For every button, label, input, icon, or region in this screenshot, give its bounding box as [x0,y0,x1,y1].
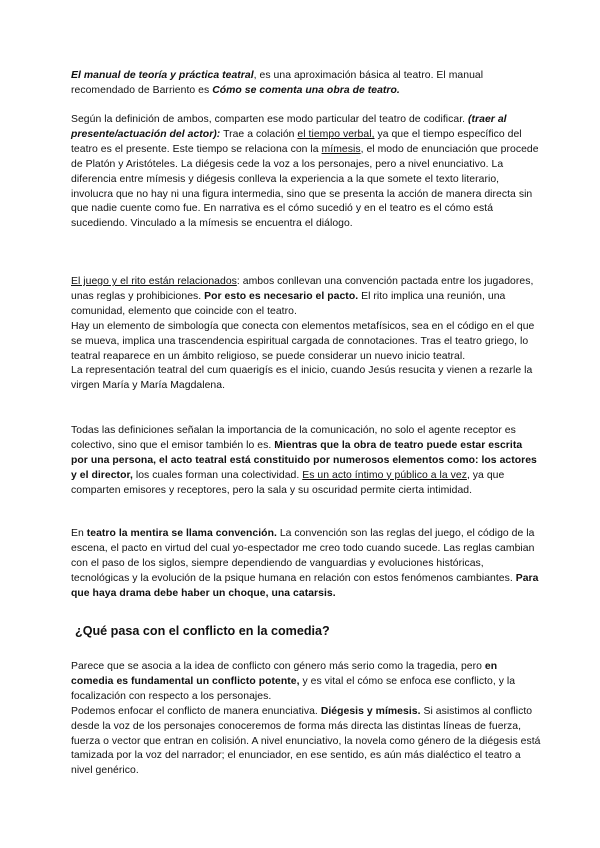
comedia-text-3: Podemos enfocar el conflicto de manera enunciativa. [71,705,321,717]
convencion-text-0: En [71,528,87,539]
bold-catarsis: Para que haya drama debe haber un choque, una catarsis. [71,572,539,599]
book-title: Cómo se comenta una obra de teatro. [212,84,400,96]
underlined-tiempo-verbal: el tiempo verbal, [297,128,375,140]
paragraph-comedia [71,660,541,779]
comedia-text-4: Si asistimos al conflicto desde la voz de los personajes conoceremos de forma más directa las distintas líneas de fuerza, fuerza o vector que entran en colisión. A nivel enunciativo, la novela como género de la diégesis está tamizada por la voz del narrador; el enunciador, en ese sentido, es aún más dialéctico el teatro a nivel genérico. [71,705,541,777]
paragraph-definition [71,113,541,232]
underlined-mimesis: mímesis [321,143,361,155]
comunicacion-text-1: Todas las definiciones señalan la importancia de la comunicación, no solo el agente receptor es colectivo, sino que el emisor también lo es. [71,425,516,451]
bold-convencion: teatro la mentira se llama convención. [86,528,277,539]
paragraph-intro [71,69,541,99]
bold-acto-teatral: Mientras que la obra de teatro puede estar escrita por una persona, el acto teatral está constituido por numerosos elementos como: los actores y el director, [71,439,537,481]
comedia-text-1: Parece que se asocia a la idea de conflicto con género más serio como la tragedia, pero [71,661,485,672]
definition-text-1: Según la definición de ambos, comparten ese modo particular del teatro de codificar. [71,114,469,125]
section-heading-comedia: ¿Qué pasa con el conflicto en la comedia? [75,624,330,638]
paragraph-comunicacion [71,424,537,499]
representacion-text: La representación teatral del cum quaerigís es el inicio, cuando Jesús resucita y vienen a rezarle la virgen María y María Magdalena. [71,365,533,392]
bold-diegesis-mimesis: Diégesis y mímesis. [320,705,421,717]
bold-pacto: Por esto es necesario el pacto. [204,290,359,302]
intro-text: , es una aproximación básica al teatro. El manual recomendado de Barriento es [71,70,484,96]
simbologia-text: Hay un elemento de simbología que conecta con elementos metafísicos, sea en el código en el que se mueva, implica una trascendencia espiritual cargada de connotaciones. Tras el teatro griego, lo teatral reaparece en un ámbito religioso, se puede considerar un nuevo inicio teatral. [71,320,535,362]
underlined-acto-intimo: Es un acto íntimo y público a la vez [302,469,467,481]
underlined-juego-rito: El juego y el rito están relacionados [71,276,237,287]
definition-text-2: Trae a colación [220,128,298,140]
comunicacion-text-3: , ya que comparten emisores y receptores, pero la sala y su oscuridad permite cierta intimidad. [71,469,505,496]
paragraph-convencion [71,527,541,602]
definition-text-4: , el modo de enunciación que procede de Platón y Aristóteles. La diégesis cede la voz a los personajes, pero a nivel enunciativo. La diferencia entre mímesis y diégesis conlleva la experiencia a la que somete el texto literario, involucra que no hay ni una figura intermedia, sino que se presenta la acción de manera directa sin que nadie cuente como fue. En narrativa es el cómo sucedió y en el teatro es el cómo está sucediendo. Vinculado a la mímesis se encuentra el diálogo. [71,143,539,230]
paragraph-juego-rito [71,275,541,394]
convencion-text-1: La convención son las reglas del juego, el código de la escena, el pacto en virtud del cual yo-espectador me creo todo cuando sucede. Las reglas cambian con el paso de los siglos, siempre dependiendo de vanguardias y evoluciones históricas, tecnológicas y la evolución de la psique humana en relación con estos fenómenos cambiantes. [71,528,535,584]
comunicacion-text-2: los cuales forman una colectividad. [132,469,303,481]
bold-conflicto-potente: en comedia es fundamental un conflicto potente, [71,661,498,687]
definition-parenthetical: (traer al presente/actuación del actor): [71,114,507,140]
juego-text-2: El rito implica una reunión, una comunidad, elemento que coincide con el teatro. [71,290,506,317]
comedia-text-2: y es vital el cómo se enfoca ese conflicto, y la focalización con respecto a los personajes. [71,675,516,702]
juego-text-1: : ambos conllevan una convención pactada entre los jugadores, unas reglas y prohibiciones. [71,276,534,302]
manual-title: El manual de teoría y práctica teatral [71,70,254,81]
definition-text-3: ya que el tiempo específico del teatro es el presente. Este tiempo se relaciona con la [71,128,522,155]
